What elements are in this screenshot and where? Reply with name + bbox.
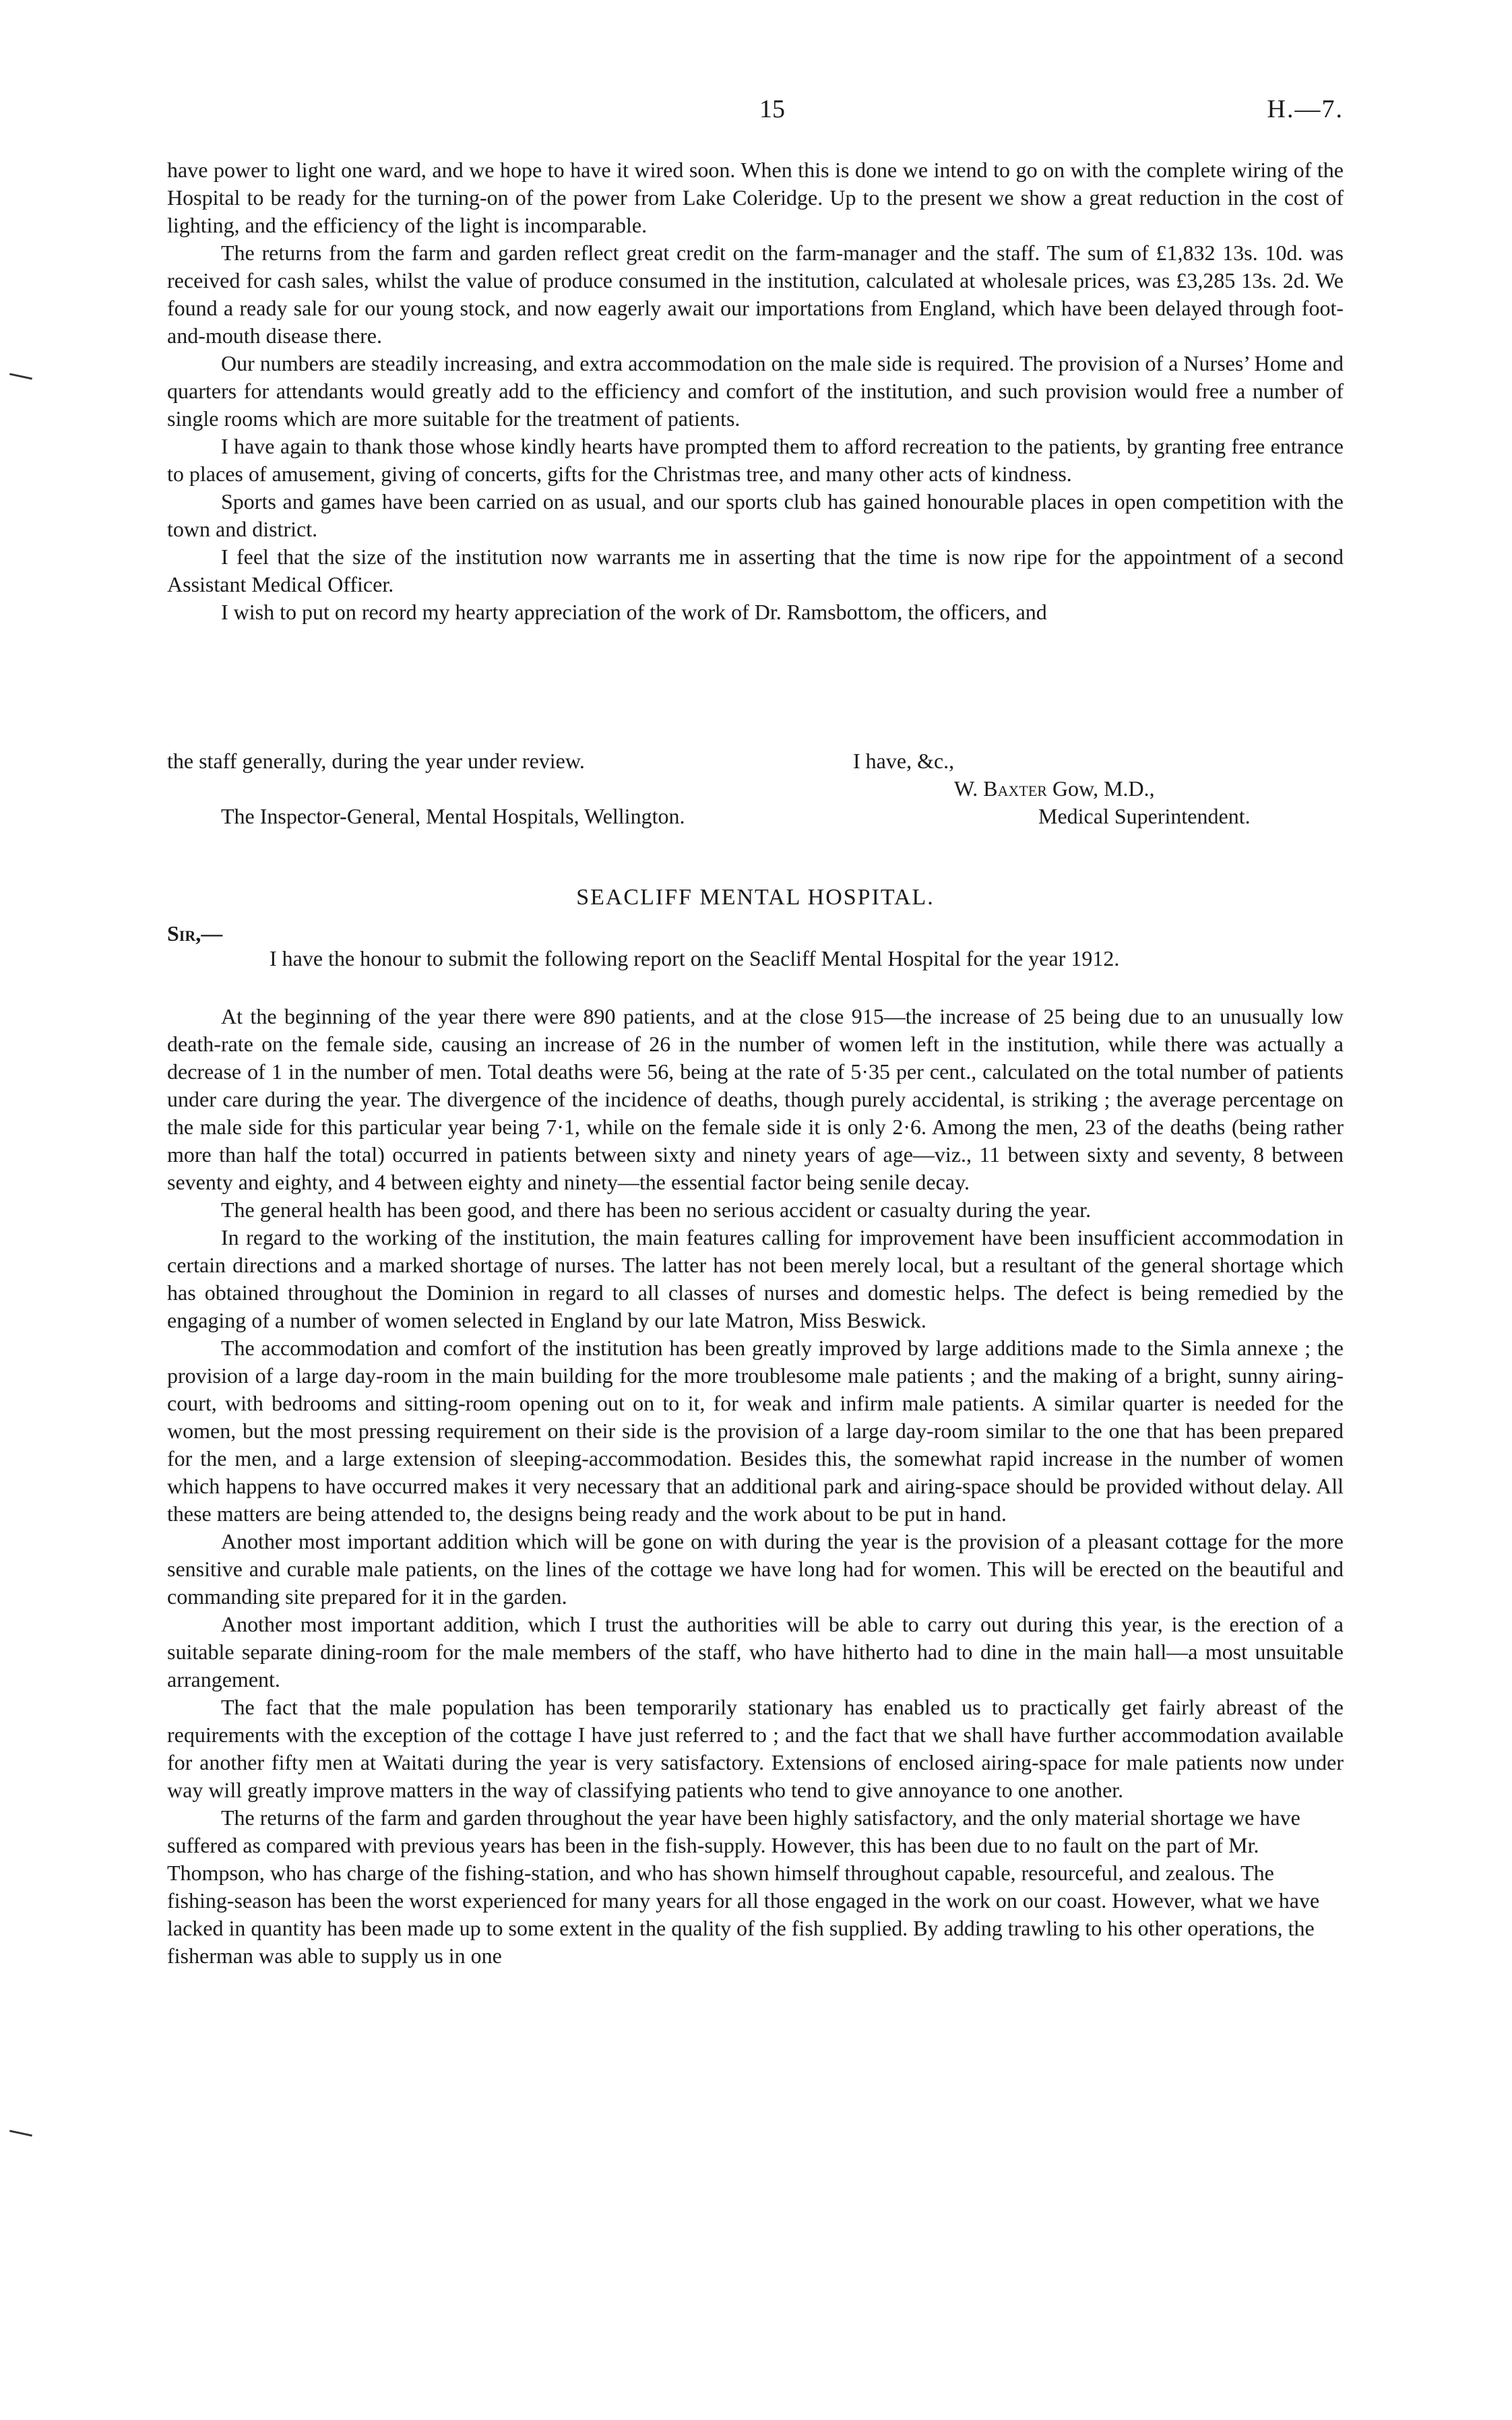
previous-report-continuation xyxy=(167,156,1344,626)
addressee-row xyxy=(167,803,1344,830)
document-reference: H.—7. xyxy=(1267,95,1344,123)
paragraph: I have again to thank those whose kindly hearts have prompted them to afford recreation to the patients, by granting free entrance to places of amusement, giving of concerts, gifts for the Christmas tree, and many other acts of kindness. xyxy=(167,434,1344,486)
closing-row xyxy=(167,747,1344,775)
page-header xyxy=(167,94,1344,135)
paragraph: Sports and games have been carried on as usual, and our sports club has gained honourable places in open competition with the town and district. xyxy=(167,489,1344,541)
section-title: SEACLIFF MENTAL HOSPITAL. xyxy=(576,885,935,910)
paragraph: have power to light one ward, and we hope to have it wired soon. When this is done we intend to go on with the complete wiring of the Hospital to be ready for the turning-on of the power from Lake Coleridge. Up to the present we show a great reduction in the cost of lighting, and the efficiency of the light is incomparable. xyxy=(167,158,1344,237)
paragraph: At the beginning of the year there were 890 patients, and at the close 915—the increase of 25 being due to an unusually low death-rate on the female side, causing an increase of 26 in the number of women left in the institution, while there was actually a decrease of 1 in the number of men. Total deaths were 56, being at the rate of 5·35 per cent., calculated on the total number of patients under care during the year. The divergence of the incidence of deaths, though purely accidental, is striking ; the average percentage on the male side for this particular year being 7·1, while on the female side it is only 2·6. Among the men, 23 of the deaths (being rather more than half the total) occurred in patients between sixty and ninety years of age—viz., 11 between sixty and seventy, 8 between seventy and eighty, and 4 between eighty and ninety—the essential factor being senile decay. xyxy=(167,1004,1344,1194)
intro-paragraph xyxy=(167,945,1344,972)
paragraph: Another most important addition which will be gone on with during the year is the provision of a pleasant cottage for the more sensitive and curable male patients, on the lines of the cottage we have long had for women. This will be erected on the beautiful and commanding site prepared for it in the garden. xyxy=(167,1529,1344,1609)
signature: W. Baxter Gow, M.D., xyxy=(954,776,1155,801)
paragraph: The accommodation and comfort of the institution has been greatly improved by large additions made to the Simla annexe ; the provision of a large day-room in the main building for the more troublesome male patients ; and the making of a bright, sunny airing-court, with bedrooms and sitting-room opening out on to it, for weak and infirm male patients. A similar quarter is needed for the women, but the most pressing requirement on their side is the provision of a large day-room similar to the one that has been prepared for the men, and a large extension of sleeping-accommodation. Besides this, the somewhat rapid increase in the number of women which happens to have occurred makes it very necessary that an additional park and airing-space should be provided without delay. All these matters are being attended to, the designs being ready and the work about to be put in hand. xyxy=(167,1336,1344,1526)
paragraph: I feel that the size of the institution now warrants me in asserting that the time is now ripe for the appointment of a second Assistant Medical Officer. xyxy=(167,545,1344,596)
paragraph: In regard to the working of the institution, the main features calling for improvement have been insufficient accommodation in certain directions and a marked shortage of nurses. The latter has not been merely local, but a resultant of the general shortage which has obtained throughout the Dominion in regard to all classes of nurses and domestic helps. The defect is being remedied by the engaging of a number of women selected in England by our late Matron, Miss Beswick. xyxy=(167,1225,1344,1332)
paragraph: The returns of the farm and garden throughout the year have been highly satisfactory, and the only material shortage we have suffered as compared with previous years has been in the fish-supply. However, this has been due to no fault on the part of Mr. Thompson, who has charge of the fishing-station, and who has shown himself throughout capable, resourceful, and zealous. The fishing-season has been the worst experienced for many years for all those engaged in the work on our coast. However, what we have lacked in quantity has been made up to some extent in the quality of the fish supplied. By adding trawling to his other operations, the fisherman was able to supply us in one xyxy=(167,1805,1320,1968)
paragraph: Another most important addition, which I trust the authorities will be able to carry out during this year, is the erection of a suitable separate dining-room for the male members of the staff, who have hitherto had to dine in the main hall—a most unsuitable arrangement. xyxy=(167,1612,1344,1692)
signer-title: Medical Superintendent. xyxy=(1038,804,1251,828)
margin-mark xyxy=(9,2130,32,2136)
signature-row xyxy=(167,775,1344,803)
margin-mark xyxy=(9,373,32,379)
paragraph: The general health has been good, and there has been no serious accident or casualty during the year. xyxy=(221,1198,1092,1222)
paragraph: I have the honour to submit the following report on the Seacliff Mental Hospital for the year 1912. xyxy=(270,946,1120,970)
paragraph: Our numbers are steadily increasing, and extra accommodation on the male side is required. The provision of a Nurses’ Home and quarters for attendants would greatly add to the efficiency and comfort of the institution, and such provision would free a number of single rooms which are more suitable for the treatment of patients. xyxy=(167,351,1344,431)
paragraph: The returns from the farm and garden reflect great credit on the farm-manager and the staff. The sum of £1,832 13s. 10d. was received for cash sales, whilst the value of produce consumed in the institution, calculated at wholesale prices, was £3,285 13s. 2d. We found a ready sale for our young stock, and now eagerly await our importations from England, which have been delayed through foot-and-mouth disease there. xyxy=(167,241,1344,348)
addressee: The Inspector-General, Mental Hospitals, Wellington. xyxy=(221,804,685,828)
closing-have: I have, &c., xyxy=(853,749,955,773)
closing-line: the staff generally, during the year under review. xyxy=(167,749,585,773)
paragraph: The fact that the male population has been temporarily stationary has enabled us to practically get fairly abreast of the requirements with the exception of the cottage I have just referred to ; and the fact that we shall have further accommodation available for another fifty men at Waitati during the year is very satisfactory. Extensions of enclosed airing-space for male patients now under way will greatly improve matters in the way of classifying patients who tend to give annoyance to one another. xyxy=(167,1695,1344,1802)
salutation: Sir,— xyxy=(167,921,223,945)
closing-paragraph: I wish to put on record my hearty appreciation of the work of Dr. Ramsbottom, the officers, and xyxy=(221,600,1047,624)
page-number: 15 xyxy=(759,95,785,123)
seacliff-report-body xyxy=(167,1003,1344,1970)
